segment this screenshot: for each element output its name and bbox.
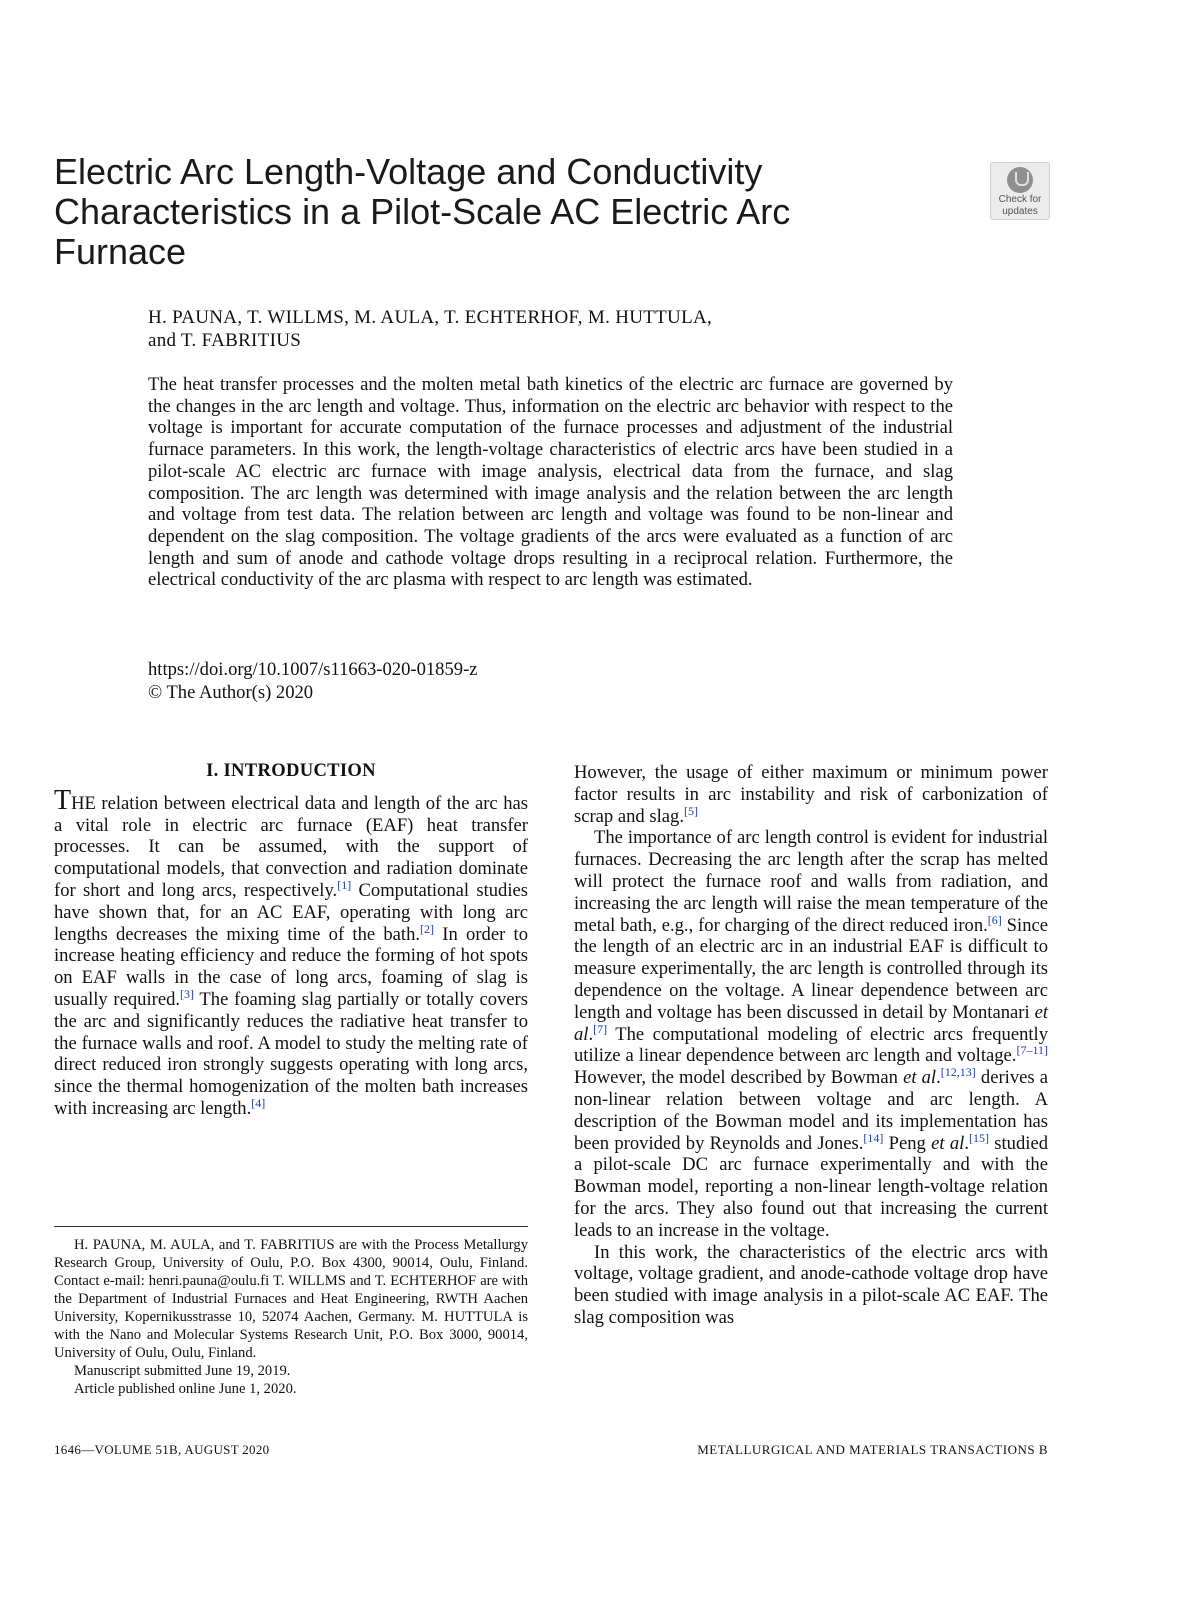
paper-title: Electric Arc Length-Voltage and Conductivity Characteristics in a Pilot-Scale AC Electric Arc Furnace bbox=[54, 151, 791, 272]
footnote-affiliations: H. PAUNA, M. AULA, and T. FABRITIUS are with the Process Metallurgy Research Group, University of Oulu, P.O. Box 4300, 90014, Oulu, Finland. Contact e-mail: henri.pauna@oulu.fi T. WILLMS and T. ECHTERHOF are with the Department of Industrial Furnaces and Heat Engineering, RWTH Aachen University, Kopernikusstrasse 10, 52074 Aachen, Germany. M. HUTTULA is with the Nano and Molecular Systems Research Unit, P.O. Box 3000, 90014, University of Oulu, Oulu, Finland. bbox=[54, 1237, 528, 1361]
citation-ref[interactable]: [1] bbox=[337, 877, 352, 892]
citation-ref[interactable]: [7] bbox=[593, 1021, 608, 1036]
copyright-notice: © The Author(s) 2020 bbox=[148, 682, 314, 703]
footnote-published: Article published online June 1, 2020. bbox=[74, 1381, 297, 1397]
abstract: The heat transfer processes and the molten metal bath kinetics of the electric arc furnace are governed by the changes in the arc length and voltage. Thus, information on the electric arc behavior with respect to the voltage is important for accurate computation of the furnace processes and adjustment of the industrial furnace parameters. In this work, the length-voltage characteristics of electric arcs have been studied in a pilot-scale AC electric arc furnace with image analysis, electrical data from the furnace, and slag composition. The arc length was determined with image analysis and the relation between the arc length and voltage from test data. The relation between arc length and voltage was found to be non-linear and dependent on the slag composition. The voltage gradients of the arcs were evaluated as a function of arc length and sum of anode and cathode voltage drops resulting in a reciprocal relation. Furthermore, the electrical conductivity of the arc plasma with respect to arc length was estimated. bbox=[148, 374, 953, 591]
doi-block bbox=[148, 658, 748, 704]
intro-paragraph-1: THE relation between electrical data and length of the arc has a vital role in electric arc furnace (EAF) heat transfer processes. It can be assumed, with the support of computational models, that convection and radiation dominate for short and long arcs, respectively.[1] Computational studies have shown that, for an AC EAF, operating with long arc lengths decreases the mixing time of the bath.[2] In order to increase heating efficiency and reduce the forming of hot spots on EAF walls in the case of long arcs, foaming of slag is usually required.[3] The foaming slag partially or totally covers the arc and significantly reduces the radiative heat transfer to the furnace walls and roof. A model to study the melting rate of direct reduced iron strongly suggests operating with long arcs, since the thermal homogenization of the molten bath increases with increasing arc length.[4] bbox=[54, 784, 528, 1119]
citation-ref[interactable]: [4] bbox=[251, 1095, 266, 1110]
doi-link[interactable]: https://doi.org/10.1007/s11663-020-01859-z bbox=[148, 659, 478, 680]
intro-paragraph-3: In this work, the characteristics of the electric arcs with voltage, voltage gradient, and anode-cathode voltage drop have been studied with image analysis in a pilot-scale AC EAF. The slag composition was bbox=[574, 1241, 1048, 1328]
drop-cap: T bbox=[54, 784, 72, 816]
footnote-submitted: Manuscript submitted June 19, 2019. bbox=[74, 1363, 291, 1379]
check-for-updates-label-line2: updates bbox=[1002, 206, 1038, 217]
citation-ref[interactable]: [6] bbox=[987, 912, 1002, 927]
author-list bbox=[148, 306, 948, 352]
citation-ref[interactable]: [3] bbox=[180, 986, 195, 1001]
footnote bbox=[54, 1236, 528, 1398]
check-for-updates-label-line1: Check for bbox=[998, 194, 1042, 205]
section-heading: I. INTRODUCTION bbox=[206, 760, 376, 781]
page-footer-journal: METALLURGICAL AND MATERIALS TRANSACTIONS B bbox=[697, 1442, 1048, 1457]
check-for-updates-button[interactable] bbox=[990, 162, 1050, 220]
footnote-divider bbox=[54, 1226, 528, 1227]
citation-ref[interactable]: [12,13] bbox=[940, 1065, 976, 1080]
citation-ref[interactable]: [2] bbox=[420, 921, 435, 936]
author-line-2: and T. FABRITIUS bbox=[148, 330, 302, 351]
citation-ref[interactable]: [15] bbox=[968, 1130, 989, 1145]
intro-paragraph-2: The importance of arc length control is evident for industrial furnaces. Decreasing the arc length after the scrap has melted will protect the furnace roof and walls from radiation, and increasing the arc length will raise the mean temperature of the metal bath, e.g., for charging of the direct reduced iron.[6] Since the length of an electric arc in an industrial EAF is difficult to measure experimentally, the arc length is controlled through its dependence on the voltage. A linear dependence between arc length and voltage has been discussed in detail by Montanari et al.[7] The computational modeling of electric arcs frequently utilize a linear dependence between arc length and voltage.[7–11] However, the model described by Bowman et al.[12,13] derives a non-linear relation between voltage and arc length. A description of the Bowman model and its implementation has been provided by Reynolds and Jones.[14] Peng et al.[15] studied a pilot-scale DC arc furnace experimentally and with the Bowman model, reporting a non-linear length-voltage relation for the arcs. They also found out that increasing the current leads to an increase in the voltage. bbox=[574, 827, 1048, 1241]
left-column bbox=[54, 760, 528, 1120]
citation-ref[interactable]: [7–11] bbox=[1016, 1043, 1048, 1058]
right-column bbox=[574, 762, 1048, 1329]
page-footer-volume: 1646—VOLUME 51B, AUGUST 2020 bbox=[54, 1442, 270, 1457]
citation-ref[interactable]: [14] bbox=[863, 1130, 884, 1145]
check-for-updates-icon bbox=[1007, 167, 1033, 193]
intro-paragraph-cont: However, the usage of either maximum or minimum power factor results in arc instability and risk of carbonization of scrap and slag.[5] bbox=[574, 762, 1048, 827]
citation-ref[interactable]: [5] bbox=[683, 803, 698, 818]
author-line-1: H. PAUNA, T. WILLMS, M. AULA, T. ECHTERHOF, M. HUTTULA, bbox=[148, 307, 713, 328]
